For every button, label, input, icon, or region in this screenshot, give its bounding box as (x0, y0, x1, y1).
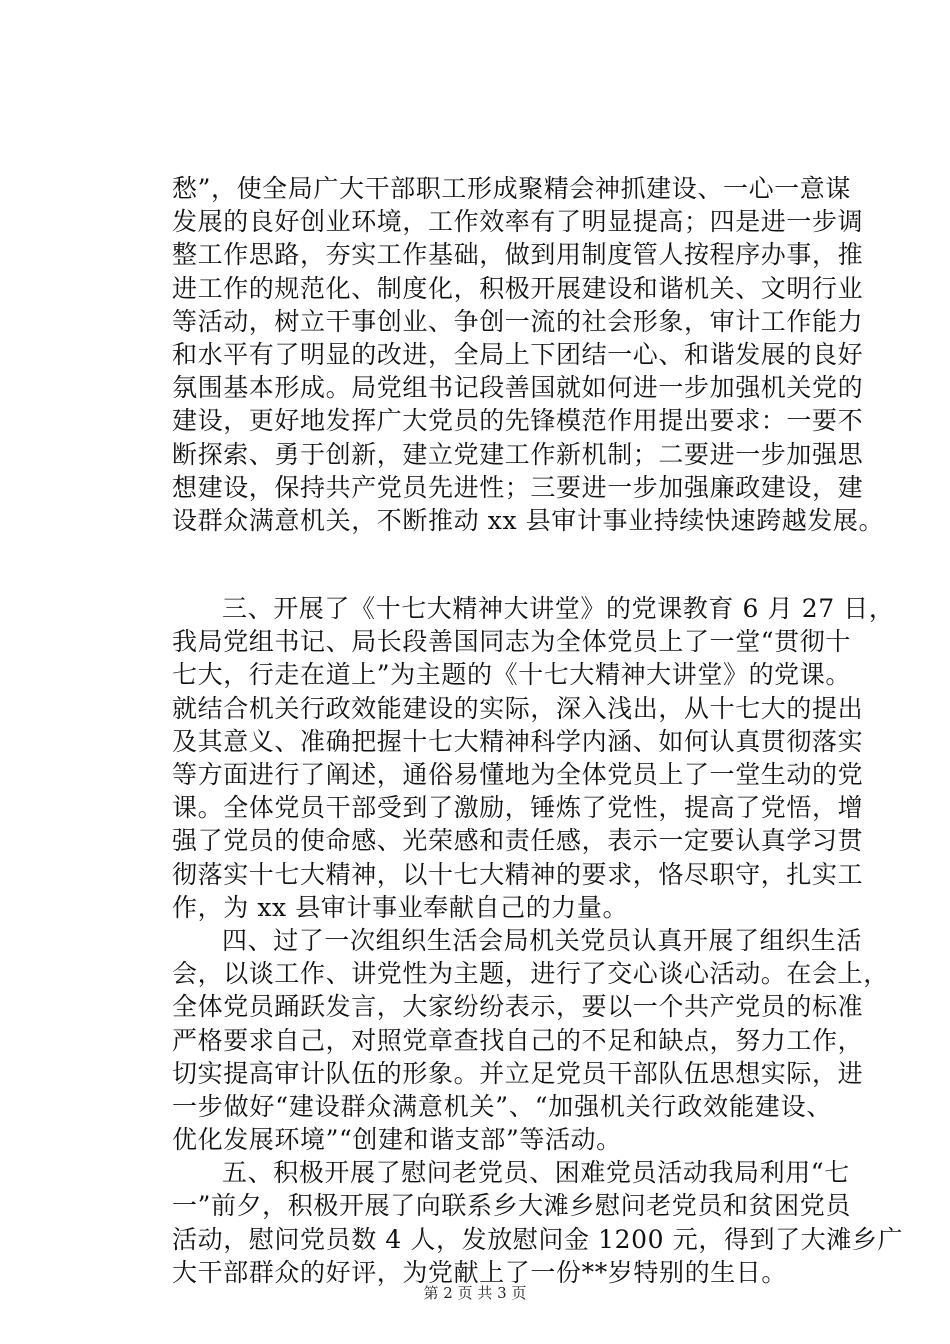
text-line: 优化发展环境”“创建和谐支部”等活动。 (172, 1125, 622, 1155)
text-line: 彻落实十七大精神，以十七大精神的要求，恪尽职守，扎实工 (172, 859, 864, 889)
document-body (172, 172, 904, 1289)
page-footer: 第 2 页 共 3 页 (423, 1284, 527, 1302)
text-line: 和水平有了明显的改进，全局上下团结一心、和谐发展的良好 (172, 339, 864, 369)
text-line: 会，以谈工作、讲党性为主题，进行了交心谈心活动。在会上， (172, 959, 889, 989)
text-line: 严格要求自己，对照党章查找自己的不足和缺点，努力工作， (172, 1025, 864, 1055)
text-line: 我局党组书记、局长段善国同志为全体党员上了一堂“贯彻十 (172, 627, 851, 657)
text-line: 活动，慰问党员数 4 人，发放慰问金 1200 元，得到了大滩乡广 (172, 1224, 904, 1254)
text-line: 断探索、勇于创新，建立党建工作新机制；二要进一步加强思 (172, 439, 864, 469)
text-line: 四、过了一次组织生活会局机关党员认真开展了组织生活 (222, 925, 863, 955)
text-line: 设群众满意机关，不断推动 xx 县审计事业持续快速跨越发展。 (172, 505, 885, 535)
paragraph-4 (172, 1156, 904, 1289)
text-line: 进工作的规范化、制度化，积极开展建设和谐机关、文明行业 (172, 273, 864, 303)
text-line: 发展的良好创业环境，工作效率有了明显提高；四是进一步调 (172, 207, 864, 237)
paragraph-3 (172, 924, 889, 1156)
text-line: 全体党员踊跃发言，大家纷纷表示，要以一个共产党员的标准 (172, 992, 864, 1022)
text-line: 一”前夕，积极开展了向联系乡大滩乡慰问老党员和贫困党员 (172, 1191, 851, 1221)
text-line: 五、积极开展了慰问老党员、困难党员活动我局利用“七 (222, 1158, 850, 1188)
text-line: 作，为 xx 县审计事业奉献自己的力量。 (172, 892, 629, 922)
text-line: 三、开展了《十七大精神大讲堂》的党课教育 6 月 27 日， (222, 594, 895, 624)
text-line: 等方面进行了阐述，通俗易懂地为全体党员上了一堂生动的党 (172, 760, 864, 789)
text-line: 及其意义、准确把握十七大精神科学内涵、如何认真贯彻落实 (172, 726, 864, 756)
text-line: 建设，更好地发挥广大党员的先锋模范作用提出要求：一要不 (172, 406, 864, 436)
text-line: 想建设，保持共产党员先进性；三要进一步加强廉政建设，建 (172, 472, 864, 502)
text-line: 氛围基本形成。局党组书记段善国就如何进一步加强机关党的 (172, 373, 864, 403)
text-line: 课。全体党员干部受到了激励，锤炼了党性，提高了党悟，增 (172, 793, 864, 823)
text-line: 一步做好“建设群众满意机关”、“加强机关行政效能建设、 (172, 1091, 832, 1121)
paragraph-1 (172, 172, 885, 537)
text-line: 整工作思路，夯实工作基础，做到用制度管人按程序办事，推 (172, 240, 864, 270)
paragraph-2 (172, 592, 895, 924)
text-line: 七大，行走在道上”为主题的《十七大精神大讲堂》的党课。 (172, 660, 851, 690)
text-line: 大干部群众的好评，为党献上了一份**岁特别的生日。 (172, 1257, 788, 1287)
text-line: 切实提高审计队伍的形象。并立足党员干部队伍思想实际，进 (172, 1058, 864, 1088)
text-line: 就结合机关行政效能建设的实际，深入浅出，从十七大的提出 (172, 693, 864, 723)
paragraph-gap (172, 537, 832, 592)
text-line: 强了党员的使命感、光荣感和责任感，表示一定要认真学习贯 (172, 826, 864, 856)
text-line: 等活动，树立干事创业、争创一流的社会形象，审计工作能力 (172, 306, 864, 336)
text-line: 愁”，使全局广大干部职工形成聚精会神抓建设、一心一意谋 (172, 174, 851, 203)
